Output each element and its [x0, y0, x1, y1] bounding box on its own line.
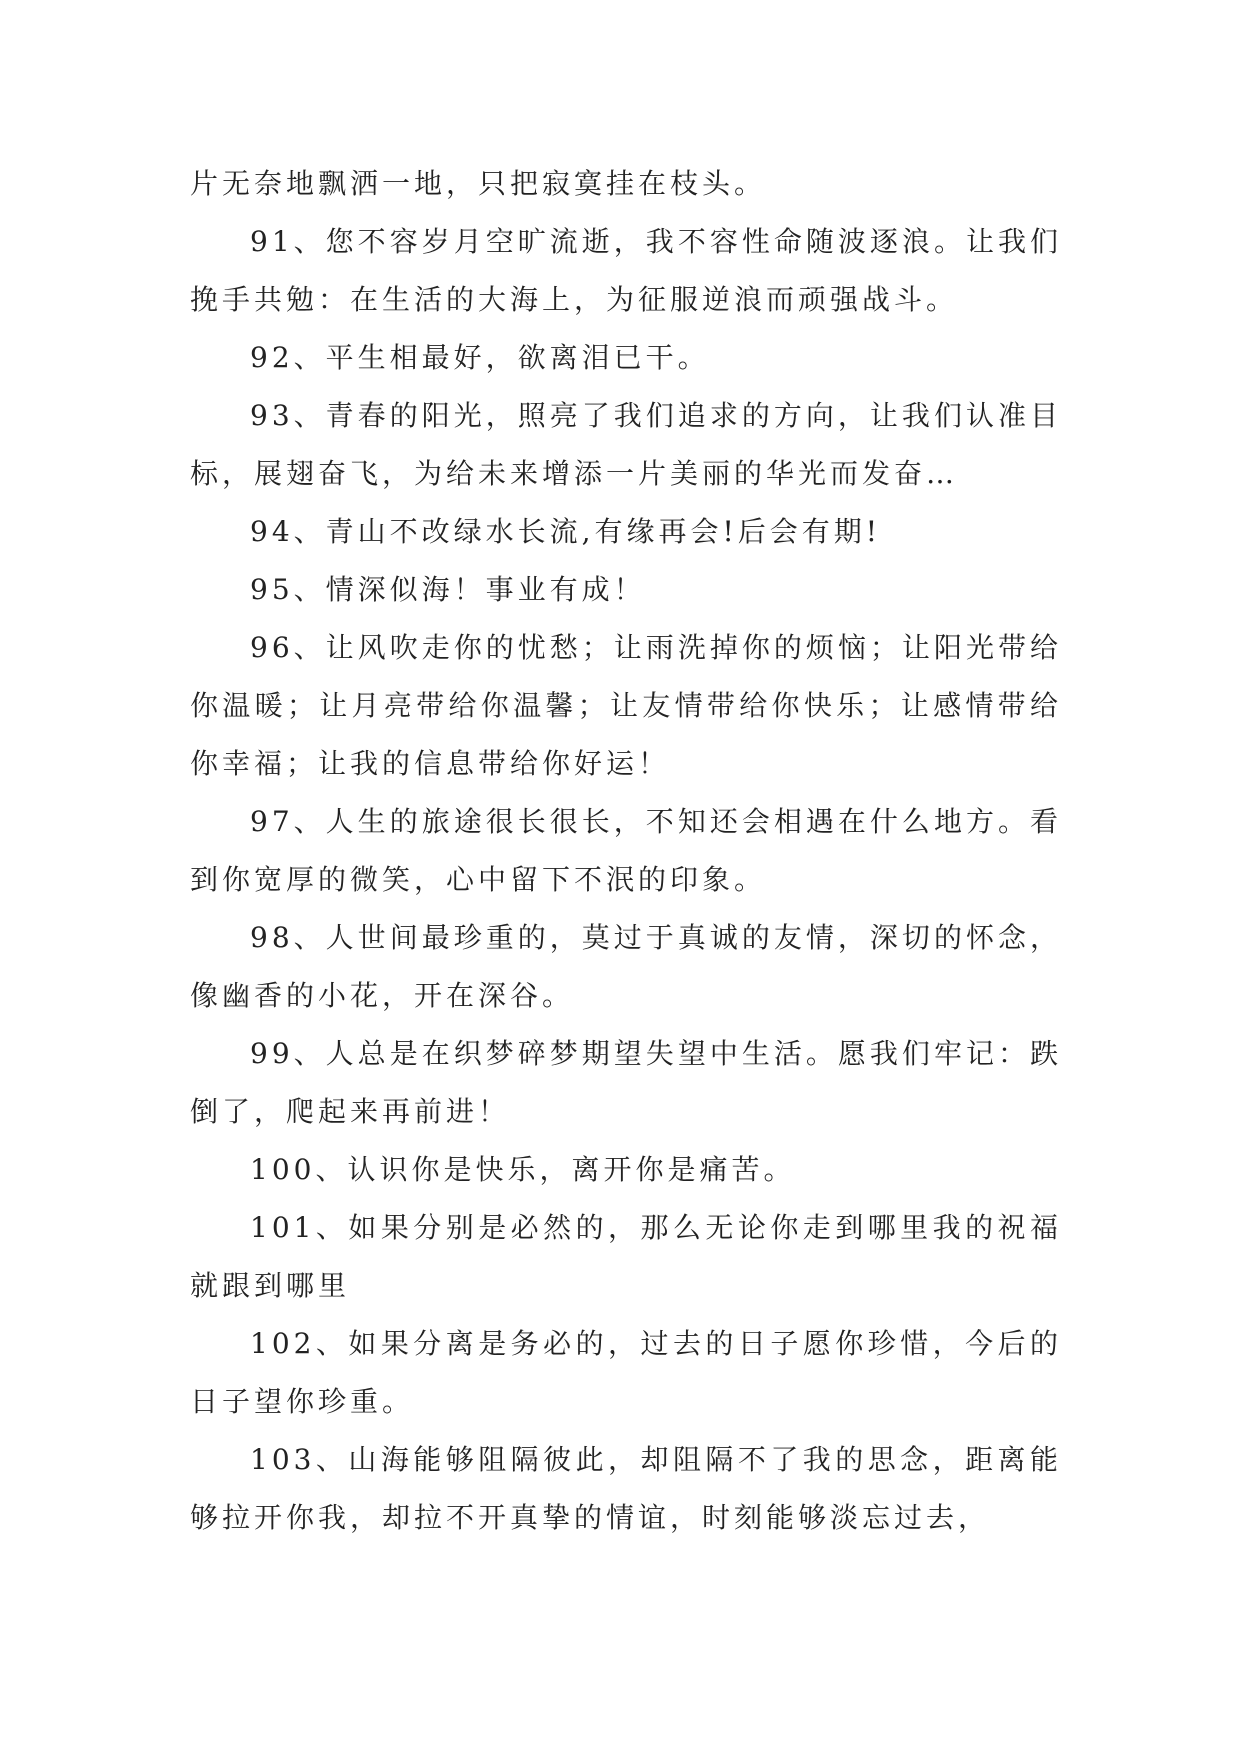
paragraph-93: 93、青春的阳光，照亮了我们追求的方向，让我们认准目标，展翅奋飞，为给未来增添一片美丽的华光而发奋… — [190, 399, 1062, 490]
paragraph-103: 103、山海能够阻隔彼此，却阻隔不了我的思念，距离能够拉开你我，却拉不开真挚的情谊，时刻能够淡忘过去， — [190, 1443, 1062, 1534]
paragraph-continued: 片无奈地飘洒一地，只把寂寞挂在枝头。 — [190, 167, 767, 200]
paragraph-97: 97、人生的旅途很长很长，不知还会相遇在什么地方。看到你宽厚的微笑，心中留下不泯的印象。 — [190, 805, 1062, 896]
paragraph-92: 92、平生相最好，欲离泪已干。 — [250, 341, 710, 374]
paragraph-99: 99、人总是在织梦碎梦期望失望中生活。愿我们牢记：跌倒了，爬起来再前进！ — [190, 1037, 1062, 1128]
document-body — [190, 155, 1062, 1547]
paragraph-100: 100、认识你是快乐，离开你是痛苦。 — [250, 1153, 796, 1186]
paragraph-94: 94、青山不改绿水长流,有缘再会!后会有期! — [250, 515, 882, 548]
paragraph-102: 102、如果分离是务必的，过去的日子愿你珍惜，今后的日子望你珍重。 — [190, 1327, 1062, 1418]
paragraph-98: 98、人世间最珍重的，莫过于真诚的友情，深切的怀念，像幽香的小花，开在深谷。 — [190, 921, 1062, 1012]
paragraph-95: 95、情深似海！事业有成！ — [250, 573, 646, 606]
paragraph-91: 91、您不容岁月空旷流逝，我不容性命随波逐浪。让我们挽手共勉：在生活的大海上，为征服逆浪而顽强战斗。 — [190, 225, 1062, 316]
paragraph-101: 101、如果分别是必然的，那么无论你走到哪里我的祝福就跟到哪里 — [190, 1211, 1062, 1302]
paragraph-96: 96、让风吹走你的忧愁；让雨洗掉你的烦恼；让阳光带给你温暖；让月亮带给你温馨；让友情带给你快乐；让感情带给你幸福；让我的信息带给你好运！ — [190, 631, 1062, 780]
